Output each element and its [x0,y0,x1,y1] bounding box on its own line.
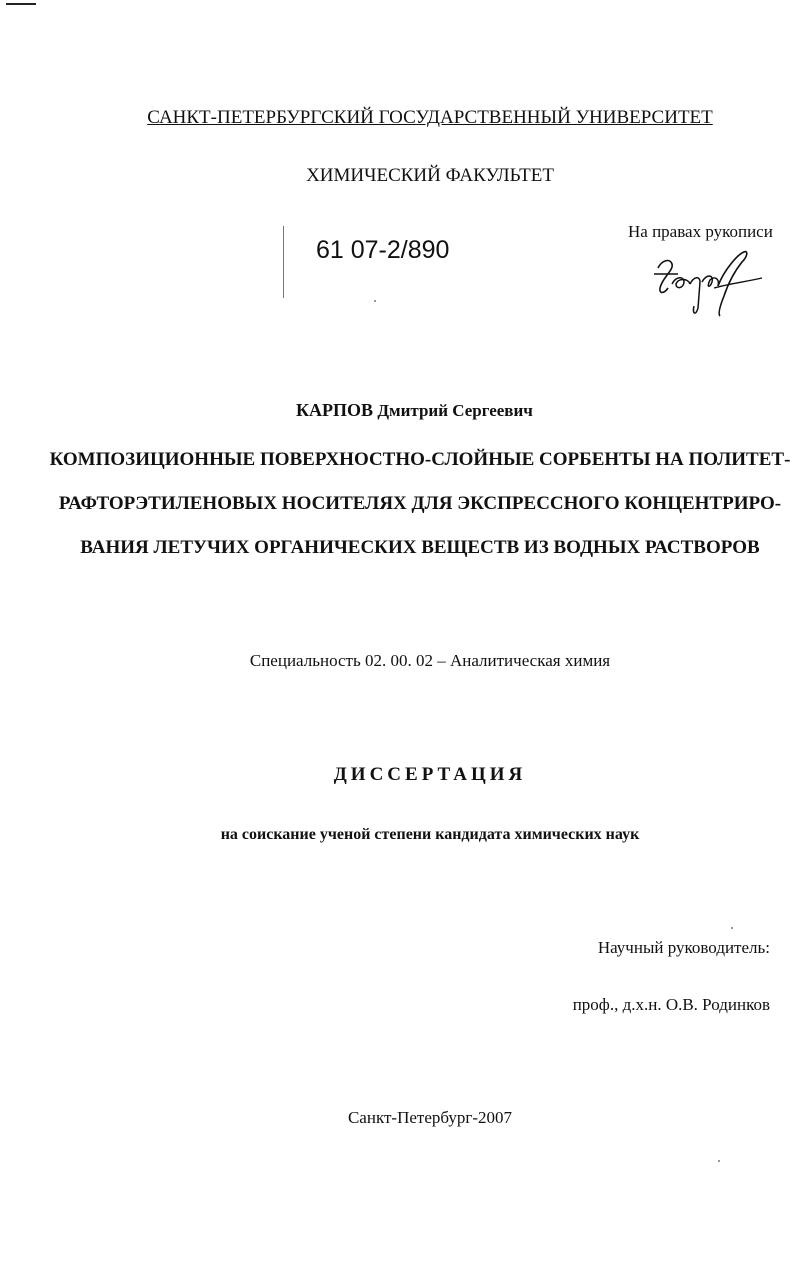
author-name [296,400,533,421]
catalog-number: 61 07-2/890 [316,236,450,264]
degree-statement: на соискание ученой степени кандидата химических наук [220,826,640,843]
author-given-names: Дмитрий Сергеевич [377,401,533,420]
thesis-title-line: ВАНИЯ ЛЕТУЧИХ ОРГАНИЧЕСКИХ ВЕЩЕСТВ ИЗ ВОДНЫХ РАСТВОРОВ [80,537,760,558]
supervisor-label: Научный руководитель: [597,938,770,957]
thesis-title-line: КОМПОЗИЦИОННЫЕ ПОВЕРХНОСТНО-СЛОЙНЫЕ СОРБЕНТЫ НА ПОЛИТЕТ- [49,449,791,470]
supervisor-name: проф., д.х.н. О.В. Родинков [572,995,770,1014]
specialty: Специальность 02. 00. 02 – Аналитическая химия [249,651,611,670]
scan-speck [374,300,376,302]
faculty-name: ХИМИЧЕСКИЙ ФАКУЛЬТЕТ [306,165,554,186]
scan-speck [718,1160,720,1162]
corner-mark [6,3,36,5]
document-type: ДИССЕРТАЦИЯ [333,764,527,785]
city-year: Санкт-Петербург-2007 [347,1108,513,1127]
handwritten-signature [648,248,768,320]
scan-speck [731,927,733,929]
manuscript-rights-note: На правах рукописи [628,222,773,241]
author-surname: КАРПОВ [296,400,374,420]
stamp-border [283,226,284,298]
thesis-title-line: РАФТОРЭТИЛЕНОВЫХ НОСИТЕЛЯХ ДЛЯ ЭКСПРЕССНОГО КОНЦЕНТРИРО- [58,493,782,514]
university-name: САНКТ-ПЕТЕРБУРГСКИЙ ГОСУДАРСТВЕННЫЙ УНИВЕРСИТЕТ [147,107,713,128]
